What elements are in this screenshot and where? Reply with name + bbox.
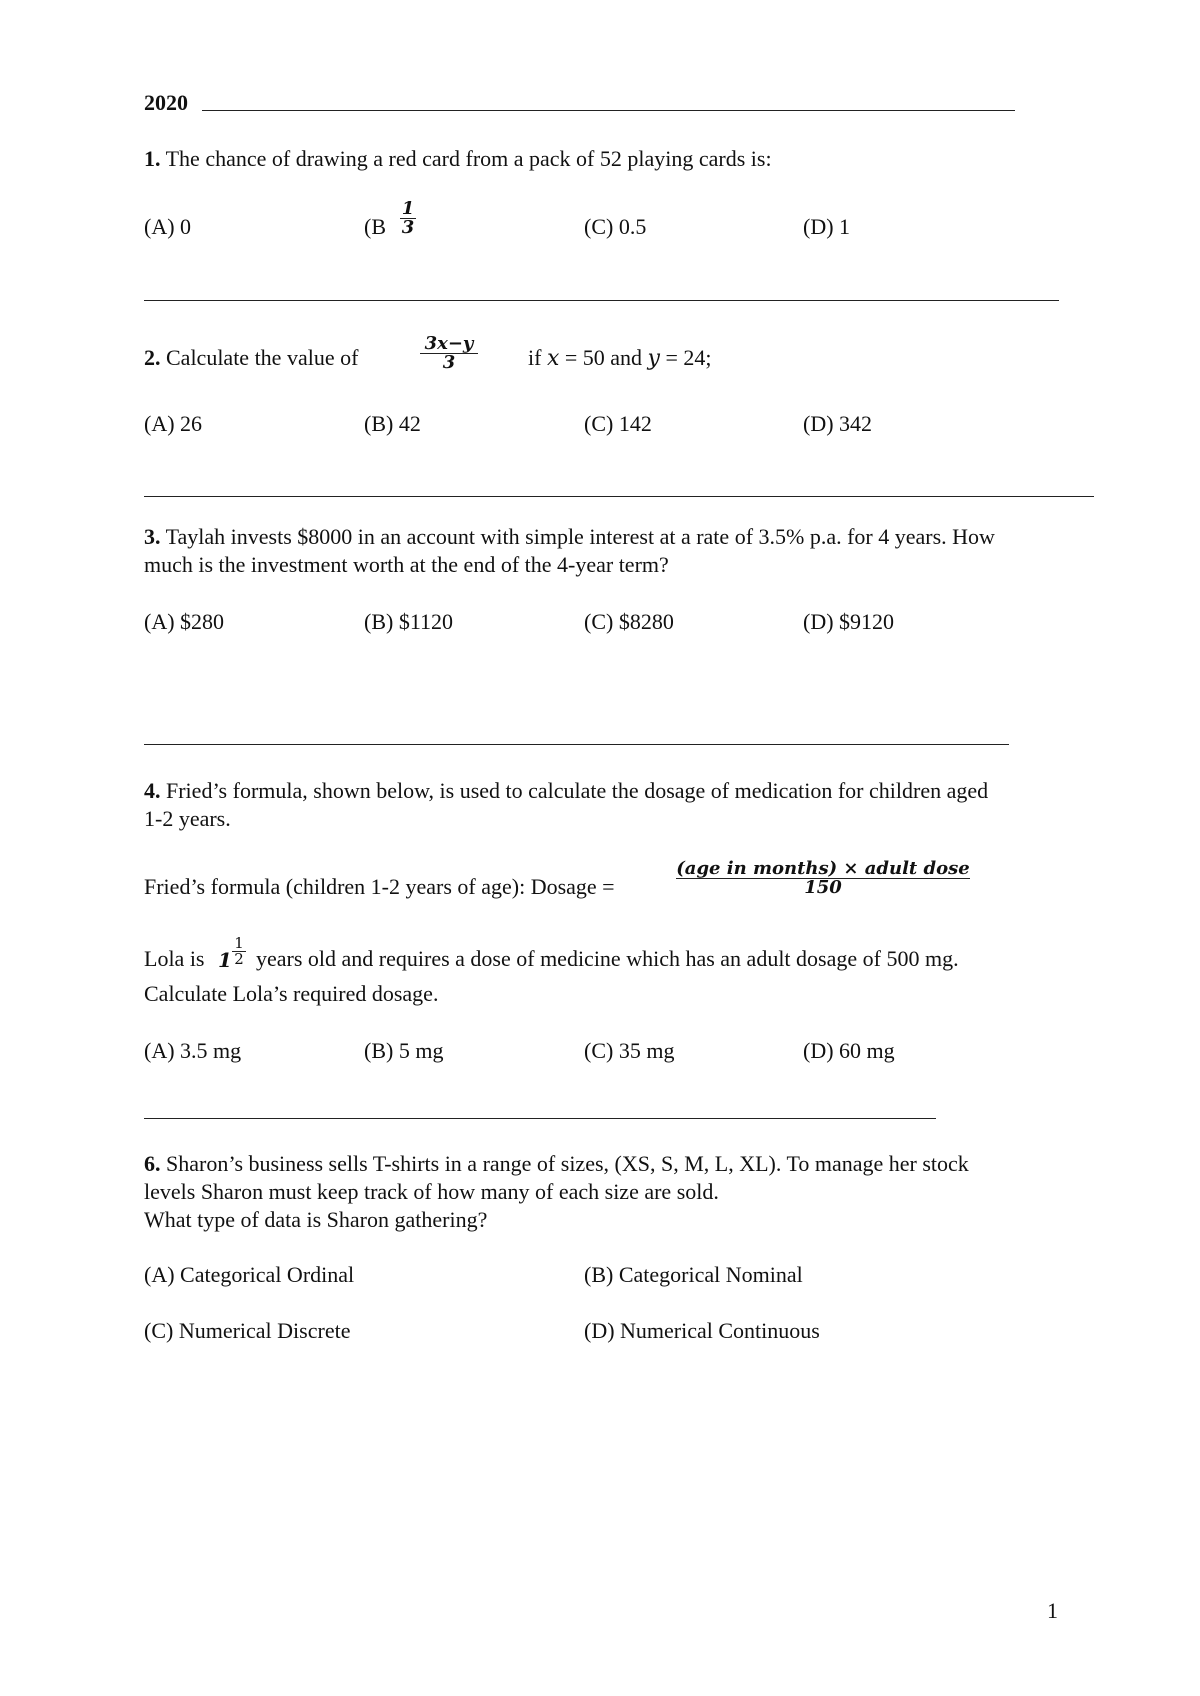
question-3-line-1 [144, 526, 995, 548]
question-6-line-3: What type of data is Sharon gathering? [144, 1207, 488, 1232]
question-number: 3. [144, 524, 161, 549]
fraction-denominator: 3 [401, 217, 415, 238]
fraction-denominator: 150 [804, 877, 842, 898]
fraction-numerator: 1 [401, 198, 415, 219]
q4-option-c: (C) 35 mg [584, 1038, 675, 1063]
q2-expression-fraction [420, 335, 478, 372]
fraction-numerator: 3x−y [424, 333, 474, 354]
question-4-line-1 [144, 780, 988, 802]
q2-option-b: (B) 42 [364, 411, 421, 436]
lola-suffix: years old and requires a dose of medicine which has an adult dosage of 500 mg. [256, 946, 959, 971]
q1-option-d: (D) 1 [803, 214, 851, 239]
q2-option-c: (C) 142 [584, 411, 652, 436]
calc-instruction: Calculate Lola’s required dosage. [144, 981, 439, 1006]
lola-prefix: Lola is [144, 946, 205, 971]
q3-option-b: (B) $1120 [364, 609, 454, 634]
q3-option-c: (C) $8280 [584, 609, 674, 634]
variable-x: x [546, 346, 560, 371]
condition-end: = 24; [659, 345, 712, 370]
question-2 [144, 347, 358, 369]
mixed-number-whole: 1 [218, 948, 232, 972]
q2-option-d: (D) 342 [803, 411, 873, 436]
question-number: 2. [144, 345, 161, 370]
question-text: Calculate the value of [166, 345, 359, 370]
separator-rule [144, 300, 1059, 301]
question-text: Taylah invests $8000 in an account with simple interest at a rate of 3.5% p.a. for 4 years. How [165, 524, 995, 549]
fraction-numerator: (age in months) × adult dose [676, 858, 970, 879]
q6-option-a: (A) Categorical Ordinal [144, 1262, 355, 1287]
question-1 [144, 148, 772, 170]
page-number: 1 [1047, 1598, 1058, 1623]
q3-option-d: (D) $9120 [803, 609, 895, 634]
mixed-number-fraction [232, 936, 246, 967]
q1-option-b-fraction [400, 200, 416, 237]
q3-option-a: (A) $280 [144, 609, 225, 634]
q1-option-b: (B [364, 214, 386, 239]
q6-option-d: (D) Numerical Continuous [584, 1318, 820, 1343]
q2-option-a: (A) 26 [144, 411, 203, 436]
condition-if: if [528, 345, 542, 370]
q1-option-c: (C) 0.5 [584, 214, 647, 239]
q4-option-d: (D) 60 mg [803, 1038, 895, 1063]
q6-option-b: (B) Categorical Nominal [584, 1262, 803, 1287]
question-number: 1. [144, 146, 161, 171]
question-6-line-1 [144, 1153, 969, 1175]
variable-y: y [647, 346, 660, 371]
fraction-denominator: 3 [442, 352, 456, 373]
question-number: 4. [144, 778, 161, 803]
q4-option-b: (B) 5 mg [364, 1038, 444, 1063]
formula-fraction [676, 860, 970, 897]
question-text: Fried’s formula, shown below, is used to calculate the dosage of medication for children aged [166, 778, 989, 803]
question-3-line-2: much is the investment worth at the end of the 4-year term? [144, 552, 669, 577]
fraction-denominator: 2 [234, 950, 244, 968]
header-rule [202, 110, 1015, 111]
formula-label: Fried’s formula (children 1-2 years of age): Dosage = [144, 874, 615, 899]
q2-condition [528, 347, 712, 370]
question-number: 6. [144, 1151, 161, 1176]
separator-rule [144, 496, 1094, 497]
separator-rule [144, 744, 1009, 745]
fraction-numerator: 1 [234, 934, 244, 952]
separator-rule [144, 1118, 936, 1119]
question-6-line-2: levels Sharon must keep track of how many of each size are sold. [144, 1179, 719, 1204]
question-4-line-2: 1-2 years. [144, 806, 231, 831]
header-year: 2020 [144, 90, 188, 115]
question-text: Sharon’s business sells T-shirts in a range of sizes, (XS, S, M, L, XL). To manage her stock [166, 1151, 969, 1176]
question-text: The chance of drawing a red card from a pack of 52 playing cards is: [165, 146, 772, 171]
condition-middle: = 50 and [559, 345, 648, 370]
q6-option-c: (C) Numerical Discrete [144, 1318, 351, 1343]
q4-option-a: (A) 3.5 mg [144, 1038, 242, 1063]
q1-option-a: (A) 0 [144, 214, 192, 239]
